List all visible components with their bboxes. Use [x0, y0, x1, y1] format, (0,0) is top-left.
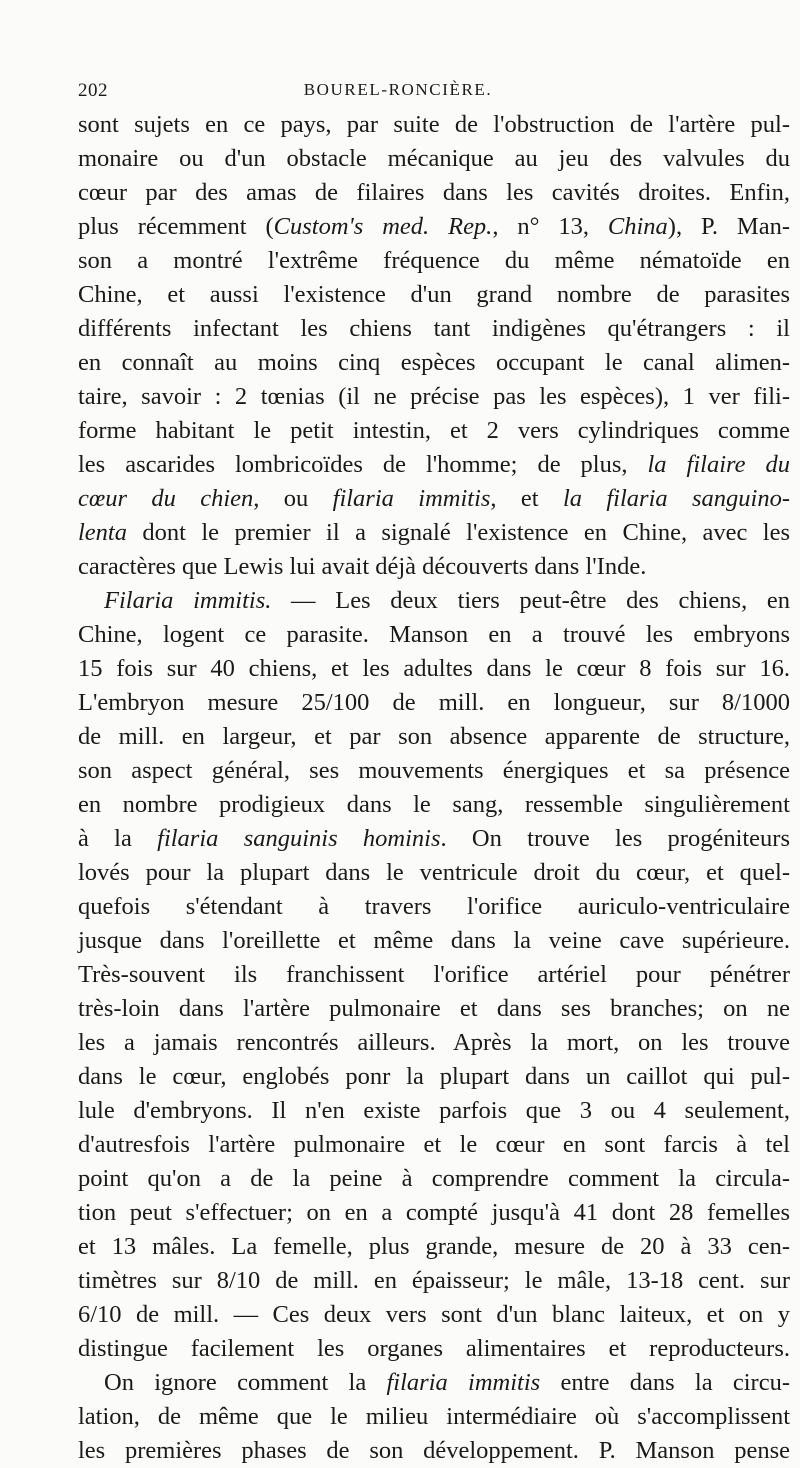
text-line: et 13 mâles. La femelle, plus grande, mesure de 20 à 33 cen- — [78, 1233, 790, 1260]
text-line: sont sujets en ce pays, par suite de l'obstruction de l'artère pul- — [78, 111, 790, 138]
text-line: Chine, et aussi l'existence d'un grand nombre de parasites — [78, 281, 790, 308]
text-line: On ignore comment la filaria immitis entre dans la circu- — [104, 1369, 790, 1396]
text-line: L'embryon mesure 25/100 de mill. en longueur, sur 8/1000 — [78, 689, 790, 716]
text-line: différents infectant les chiens tant indigènes qu'étrangers : il — [78, 315, 790, 342]
page-number: 202 — [78, 80, 108, 101]
text-line: son aspect général, ses mouvements énergiques et sa présence — [78, 757, 790, 784]
text-line: lovés pour la plupart dans le ventricule droit du cœur, et quel- — [78, 859, 790, 886]
text-line: monaire ou d'un obstacle mécanique au jeu des valvules du — [78, 145, 790, 172]
text-line: quefois s'étendant à travers l'orifice auriculo-ventriculaire — [78, 893, 790, 920]
text-line: dans le cœur, englobés ponr la plupart dans un caillot qui pul- — [78, 1063, 790, 1090]
text-line: cœur par des amas de filaires dans les cavités droites. Enfin, — [78, 179, 790, 206]
text-line: plus récemment (Custom's med. Rep., n° 13, China), P. Man- — [78, 213, 791, 240]
text-line: les ascarides lombricoïdes de l'homme; de plus, la filaire du — [78, 451, 790, 478]
text-line: de mill. en largeur, et par son absence apparente de structure, — [78, 723, 790, 750]
body-text — [78, 108, 790, 1468]
running-head: BOUREL-RONCIÈRE. — [303, 80, 493, 99]
text-line: en connaît au moins cinq espèces occupant le canal alimen- — [78, 349, 790, 376]
text-line: les premières phases de son développement. P. Manson pense — [78, 1437, 790, 1464]
text-line: cœur du chien, ou filaria immitis, et la filaria sanguino- — [78, 485, 790, 512]
text-line: très-loin dans l'artère pulmonaire et dans ses branches; on ne — [78, 995, 790, 1022]
text-line: lation, de même que le milieu intermédiaire où s'accomplissent — [78, 1403, 790, 1430]
text-line: tion peut s'effectuer; on en a compté jusqu'à 41 dont 28 femelles — [78, 1199, 790, 1226]
text-line: taire, savoir : 2 tœnias (il ne précise pas les espèces), 1 ver fili- — [78, 383, 790, 410]
text-line: timètres sur 8/10 de mill. en épaisseur; le mâle, 13-18 cent. sur — [78, 1267, 790, 1294]
text-line: son a montré l'extrême fréquence du même nématoïde en — [78, 247, 790, 274]
text-line: les a jamais rencontrés ailleurs. Après la mort, on les trouve — [78, 1029, 790, 1056]
text-line: Très-souvent ils franchissent l'orifice artériel pour pénétrer — [78, 961, 790, 988]
text-line: forme habitant le petit intestin, et 2 vers cylindriques comme — [78, 417, 790, 444]
text-line: jusque dans l'oreillette et même dans la veine cave supérieure. — [78, 927, 790, 954]
text-line: lenta dont le premier il a signalé l'existence en Chine, avec les — [78, 519, 790, 546]
text-line: en nombre prodigieux dans le sang, ressemble singulièrement — [78, 791, 790, 818]
text-line: caractères que Lewis lui avait déjà découverts dans l'Inde. — [78, 553, 647, 580]
text-line: lule d'embryons. Il n'en existe parfois que 3 ou 4 seulement, — [78, 1097, 790, 1124]
text-line: point qu'on a de la peine à comprendre comment la circula- — [78, 1165, 790, 1192]
page-header — [78, 80, 718, 104]
text-line: distingue facilement les organes alimentaires et reproducteurs. — [78, 1335, 790, 1362]
text-line: d'autresfois l'artère pulmonaire et le cœur en sont farcis à tel — [78, 1131, 790, 1158]
text-line: 15 fois sur 40 chiens, et les adultes dans le cœur 8 fois sur 16. — [78, 655, 790, 682]
text-line: 6/10 de mill. — Ces deux vers sont d'un blanc laiteux, et on y — [78, 1301, 790, 1328]
text-line: Filaria immitis. — Les deux tiers peut-être des chiens, en — [104, 587, 790, 614]
text-line: à la filaria sanguinis hominis. On trouve les progéniteurs — [78, 825, 791, 852]
text-line: Chine, logent ce parasite. Manson en a trouvé les embryons — [78, 621, 790, 648]
